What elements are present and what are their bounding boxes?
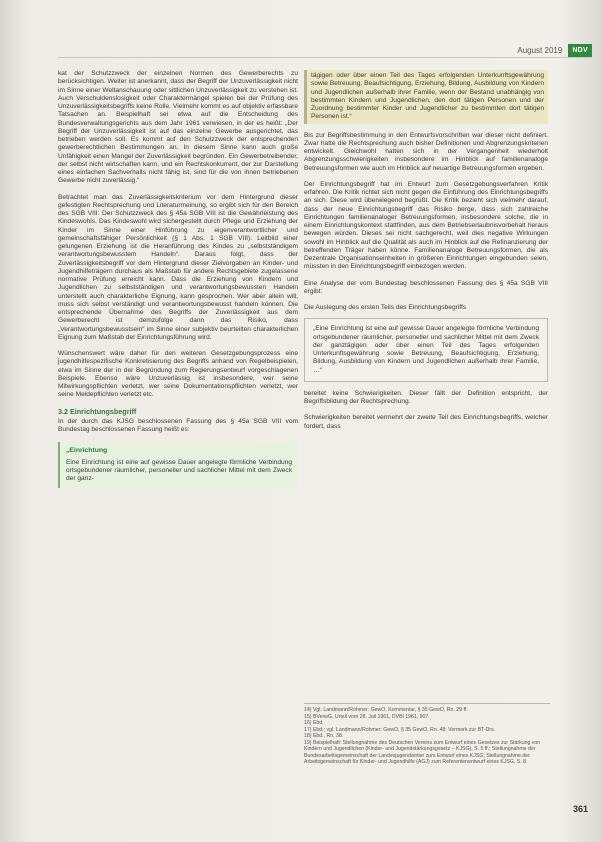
journal-badge: NDV xyxy=(568,44,592,57)
footnote: 14) Vgl. Landmann/Rohmer: GewO, Kommentar, § 35 GewO, Rn. 29 ff. xyxy=(304,707,468,713)
right-paragraph-5: bereitet keine Schwierigkeiten. Dieser fällt der Definition entspricht, der Begriffsbildung der Rechtsprechung. xyxy=(304,389,548,405)
footnote: 16) Ebd. xyxy=(304,720,324,726)
section-intro: In der durch das KJSG beschlossenen Fassung des § 45a SGB VIII vom Bundestag beschlossenen Fassung heißt es: xyxy=(58,417,298,433)
quote-box: „Eine Einrichtung ist eine auf gewisse Dauer angelegte förmliche Verbindung ortsgebundener räumlicher, personeller und sachlicher Mittel mit dem Zweck der ganztägigen oder über einen Teil des Tages erfolgenden Unterkunftsgewährung sowie Betreuung, Beaufsichtigung, Erziehung, Bildung, Ausbildung von Kindern und Jugendlichen außerhalb ihrer Familie, …“ xyxy=(304,318,548,382)
right-paragraph-2: Der Einrichtungsbegriff hat im Entwurf zum Gesetzgebungsverfahren Kritik erfahren. Die Kritik richtet sich nicht gegen die Einführung des Einrichtungsbegriffs an sich. Diese wird überwiegend begrüßt. Die Kritik bezieht sich vielmehr darauf, dass der neue Einrichtungsbegriff das Risiko berge, dass sich zahlreiche Einrichtungen familienanaloger Betreuungsformen, insbesondere solche, die in einem Einrichtungskontext stattfinden, aus dem Betriebserlaubnisvorbehalt heraus bewegen würden. Dieses sei nicht sachgerecht, weil dies negative Wirkungen sowohl im Hinblick auf die Qualität als auch im Hinblick auf die Refinanzierung der betreffenden Träger haben könne. Familienanaloge Betreuungsformen, die als Dezentrale Organisationseinheiten in größeren Einrichtungen eingebunden seien, müssten in den Einrichtungsbegriff einbezogen werden. xyxy=(304,180,548,271)
left-paragraph-3: Wünschenswert wäre daher für den weiteren Gesetzgebungsprozess eine jugendhilfespezifische Konkretisierung des Begriffs anhand von Regelbeispielen, etwa im Sinne der in der Begründung zum Regierungsentwurf vorgeschlagenen Beispiele. Ebenso wäre Unzuverlässig ist insbesondere, wer seine Mitwirkungspflichten verletzt, wer seine Dokumentationspflichten verletzt, wer seine Meldepflichten verletzt etc. xyxy=(58,350,298,399)
page-header xyxy=(517,44,592,57)
section-heading: 3.2 Einrichtungsbegriff xyxy=(58,406,137,416)
definition-box xyxy=(58,442,298,488)
right-column xyxy=(304,70,548,439)
left-paragraph-1: kat der Schutzzweck der einzelnen Normen des Gewerberechts zu berücksichtigen. Weiter ist anerkannt, dass der Begriff der Unzuverlässigkeit nicht im Sinne einer Weltanschauung oder sittlichen Unzuverlässigkeit zu verstehen ist. Auch Verschuldenslosigkeit oder Charaktermängel spielen bei der Prüfung des Unzuverlässigkeitsbegriffs keine Rolle. Vielmehr kommt es auf objektiv erfassbare Tatsachen an. Beispielhaft sei etwa auf die Entscheidung des Bundesverwaltungsgerichts aus dem Jahr 1961 verwiesen, in der es heißt: „Der Begriff der Unzuverlässigkeit ist auf das einzelne Gewerbe ausgerichtet, das betrieben werden soll. Es kommt auf den Schutzzweck der entsprechenden gewerberechtlichen Bestimmungen an. In diesem Sinne kann auch große Unfähigkeit einen Mangel der Zuverlässigkeit begründen. Ein Gewerbetreibender, der selbst nicht wirtschaften kann, und ein Rechtskonkurrent, der zur Darstellung eines einfachen Sachverhalts nicht fähig ist, sind für die von ihnen betriebenen Gewerbe nicht zuverlässig.“ xyxy=(58,70,298,185)
definition-text: Eine Einrichtung ist eine auf gewisse Dauer angelegte förmliche Verbindung ortsgebundener räumlicher, personeller und sachlicher Mittel mit dem Zweck der ganz- xyxy=(66,458,292,482)
footnote: 19) Beispielhaft: Stellungnahme des Deutschen Vereins zum Entwurf eines Gesetzes zur Stärkung von Kindern und Jugendlichen (Kinder- und Jugendstärkungsgesetz – KJSG), S. 5 ff.; Stellungnahme der Bundesarbeitsgemeinschaft der Landesjugendämter zum Entwurf eines KJSG; Stellungnahme der Arbeitsgemeinschaft für Kinder- und Jugendhilfe (AGJ) zum Referentenentwurf eines KJSG, S. 8. xyxy=(304,739,541,765)
definition-heading: „Einrichtung xyxy=(66,447,108,455)
definition-quote-continued: tägigen oder über einen Teil des Tages erfolgenden Unterkunftsgewährung sowie Betreuung, Beaufsichtigung, Erziehung, Bildung, Ausbildung von Kindern und Jugendlichen außerhalb ihrer Familie, wenn der Bestand unabhängig von bestimmten Kindern und Jugendlichen, den dort tätigen Personen und der Zuordnung bestimmter Kinder und Jugendlicher zu bestimmten dort tätigen Personen ist.“ xyxy=(304,70,548,124)
footnotes xyxy=(304,703,550,766)
left-column xyxy=(58,70,298,488)
footnote: 15) BVerwG, Urteil vom 28. Juli 1961, DVBl 1961, 907. xyxy=(304,713,430,720)
right-paragraph-3: Eine Analyse der vom Bundestag beschlossenen Fassung des § 45a SGB VIII ergibt: xyxy=(304,279,548,295)
right-paragraph-6: Schwierigkeiten bereitet vermehrt der zweite Teil des Einrichtungsbegriffs, welcher fordert, dass xyxy=(304,414,548,430)
page-number: 361 xyxy=(572,804,588,814)
header-rule xyxy=(58,57,592,58)
footnote: 17) Ebd.; vgl. Landmann/Rohmer: GewO, § 35 GewO, Rn. 48; Vermerk zur BT-Drs. xyxy=(304,726,496,733)
left-paragraph-2: Betrachtet man das Zuverlässigkeitskriterium vor dem Hintergrund dieser gefestigten Rechtsprechung und Literaturmeinung, so ergibt sich für den Bereich des SGB VIII: Der Schutzzweck des § 45a SGB VIII ist die Gewährleistung des Kindeswohls. Das Kindeswohl wird sichergestellt durch Pflege und Erziehung der Kinder im Sinne einer Hinführung zu eigenverantwortlicher und gemeinschaftsfähiger Persönlichkeit (§ 1 Abs. 1 SGB VIII). Leitbild einer gelungenen Erziehung ist die Heranführung des Kindes zu „selbstständigem verantwortungsbewusstem Handeln“. Daraus folgt, dass der Zuverlässigkeitsbegriff vor dem Hintergrund dieser Zielvorgaben an Kinder- und Jugendhilfeträgern durchaus als Maßstab für andere Rechtsgebiete zugelassene normative Prüfung erreicht kann. Dass die Erziehung von Kindern und Jugendlichen zu selbstständigen und verantwortungsbewussten Handeln unterstellt auch charakterliche Eignung, kann gesprochen. Wer aber allein will, muss sich selbst verständigt und verantwortungsbewusst handeln können. Die entsprechende Übernahme des Begriffs der Zuverlässigkeit aus dem Gewerberecht ist demzufolge dann das Risiko, dass „Verantwortungsbewusstsein“ im Sinne einer subjektiv beurteilten charakterlichen Eignung zum Maßstab der Einrichtungsführung wird. xyxy=(58,193,298,341)
right-paragraph-4: Die Auslegung des ersten Teils des Einrichtungsbegriffs xyxy=(304,304,467,311)
right-paragraph-1: Bis zur Begriffsbestimmung in den Entwurfsvorschriften war dieser nicht definiert. Zwar hatte die Rechtsprechung auch bisher Definitionen und Abgrenzungskriterien entwickelt. Gleichwohl hatten sich in der Vergangenheit wiederholt Abgrenzungsschwierigkeiten insbesondere im Hinblick auf familienanaloge Betreuungsformen wie auch im Hinblick auf neuartige Betreuungsformen ergeben. xyxy=(304,131,548,172)
footnote: 18) Ebd., Rn. 38. xyxy=(304,733,344,739)
header-date: August 2019 xyxy=(517,46,563,55)
